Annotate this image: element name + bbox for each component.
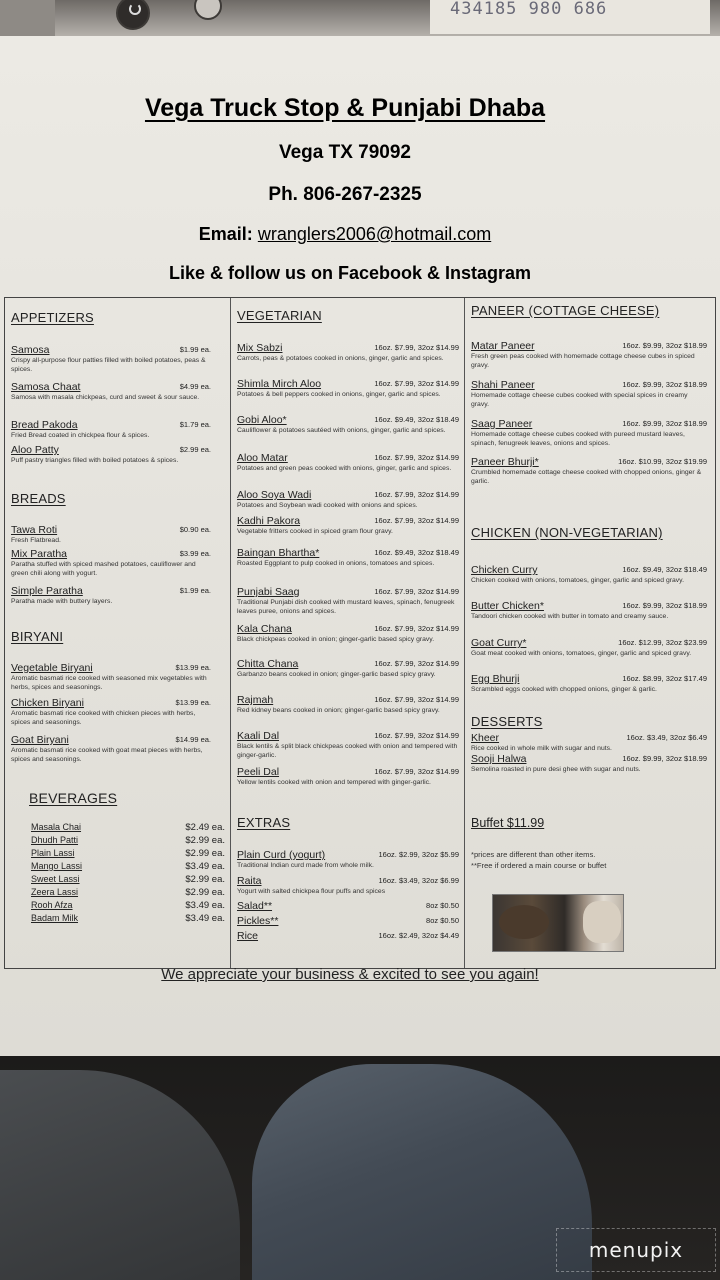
menu-item-name: Mix Sabzi [237,342,283,354]
food-photo [492,894,624,952]
beverage-item [31,887,225,897]
menu-item [237,658,459,680]
menu-item-price: 8oz $0.50 [426,916,459,925]
menu-item-description: Tandoori chicken cooked with butter in tomato and creamy sauce. [471,613,669,620]
menu-item-name: Chicken Biryani [11,697,84,709]
section-heading: VEGETARIAN [237,308,322,323]
menu-item-name: Goat Curry* [471,637,527,649]
beverage-price: $2.99 ea. [185,887,225,898]
menu-item [471,600,707,622]
section-heading: DESSERTS [471,714,543,729]
menu-item-name: Vegetable Biryani [11,662,93,674]
section-heading: APPETIZERS [11,310,94,325]
beverage-item [31,913,225,923]
menu-item [471,753,707,775]
menu-item [237,515,459,537]
menu-item-description: Traditional Indian curd made from whole milk. [237,862,374,869]
power-icon [116,0,150,30]
section-heading: BREADS [11,491,66,506]
menu-item-price: 16oz. $7.99, 32oz $14.99 [374,379,459,388]
menu-item-price: 16oz. $9.99, 32oz $18.99 [622,601,707,610]
menu-item-price: $0.90 ea. [179,525,211,534]
menu-item-description: Fresh green peas cooked with homemade cottage cheese cubes in spiced gravy. [471,353,695,369]
menu-item-price: 16oz. $2.99, 32oz $5.99 [378,850,459,859]
menu-item-name: Samosa Chaat [11,381,81,393]
menu-item-price: 16oz. $7.99, 32oz $14.99 [374,516,459,525]
beverage-item [31,835,225,845]
menu-item [237,849,459,871]
menu-item [471,379,707,409]
menu-item [237,730,459,760]
menu-item-price: $14.99 ea. [175,735,211,744]
menu-item [237,694,459,716]
restaurant-email [0,224,690,245]
menu-item-name: Rice [237,930,259,942]
menu-item-price: 16oz. $9.49, 32oz $18.49 [374,415,459,424]
menu-item-description: Homemade cottage cheese cubes cooked with special spices in creamy gravy. [471,392,688,408]
footer-message: We appreciate your business & excited to see you again! [161,966,539,983]
menu-item-price: 16oz. $9.99, 32oz $18.99 [622,419,707,428]
beverage-price: $2.99 ea. [185,848,225,859]
menu-item-price: 16oz. $7.99, 32oz $14.99 [374,731,459,740]
menu-item-description: Semolina roasted in pure desi ghee with sugar and nuts. [471,766,641,773]
beverage-name: Mango Lassi [31,861,83,871]
beverage-name: Dhudh Patti [31,835,79,845]
menu-item-description: Roasted Eggplant to pulp cooked in onions, tomatoes and spices. [237,560,435,567]
menu-item-name: Matar Paneer [471,340,535,352]
background-object [0,0,55,38]
section-heading: BIRYANI [11,629,64,644]
beverage-name: Zeera Lassi [31,887,79,897]
menu-item-description: Carrots, peas & potatoes cooked in onions, ginger, garlic and spices. [237,355,444,362]
menu-item-price: 16oz. $8.99, 32oz $17.49 [622,674,707,683]
menu-item [11,697,211,727]
menu-item-price: 16oz. $7.99, 32oz $14.99 [374,695,459,704]
menu-item-price: 16oz. $7.99, 32oz $14.99 [374,453,459,462]
menu-item-description: Aromatic basmati rice cooked with seasoned mix vegetables with herbs, spices and seasonings. [11,675,207,691]
restaurant-title: Vega Truck Stop & Punjabi Dhaba [144,94,546,122]
menu-item [237,452,459,474]
menu-item-description: Garbanzo beans cooked in onion; ginger-garlic based spicy gravy. [237,671,436,678]
menu-item [11,548,211,578]
menu-item-name: Peeli Dal [237,766,280,778]
menu-item-price: 16oz. $3.49, 32oz $6.99 [378,876,459,885]
menu-item-name: Chicken Curry [471,564,538,576]
menu-item-description: Homemade cottage cheese cubes cooked with pureed mustard leaves, spinach, fenugreek leaves, onions and spices. [471,431,685,447]
menu-item-price: 8oz $0.50 [426,901,459,910]
menu-item-name: Bread Pakoda [11,419,78,431]
handwritten-note: 434185 980 686 [430,0,710,34]
section-heading: CHICKEN (NON-VEGETARIAN) [471,525,663,540]
menu-item-description: Potatoes and Soybean wadi cooked with onions and spices. [237,502,418,509]
menu-item [237,875,459,897]
menu-item-description: Puff pastry triangles filled with boiled potatoes & spices. [11,457,179,464]
restaurant-city: Vega TX 79092 [278,142,412,163]
menu-item-price: 16oz. $7.99, 32oz $14.99 [374,624,459,633]
menu-item-name: Shahi Paneer [471,379,535,391]
menu-item-price: $4.99 ea. [179,382,211,391]
menu-item [471,340,707,370]
menu-item [237,623,459,645]
menu-item [11,444,211,466]
menu-item-name: Butter Chicken* [471,600,544,612]
menu-column-right [465,298,715,968]
menu-item [11,662,211,692]
beverage-item [31,900,225,910]
menu-item [11,344,211,374]
menu-item-name: Egg Bhurji [471,673,520,685]
menu-item-description: Cauliflower & potatoes sautéed with onions, ginger, garlic and spices. [237,427,446,434]
menu-item [237,930,459,942]
menu-item-name: Goat Biryani [11,734,69,746]
beverage-price: $3.49 ea. [185,913,225,924]
menu-item-name: Gobi Aloo* [237,414,287,426]
menu-item-price: 16oz. $10.99, 32oz $19.99 [618,457,707,466]
menu-item-description: Goat meat cooked with onions, tomatoes, ginger, garlic and spiced gravy. [471,650,692,657]
beverage-price: $2.99 ea. [185,874,225,885]
menu-item-price: 16oz. $9.99, 32oz $18.99 [622,380,707,389]
menu-item-description: Black lentils & split black chickpeas cooked with onion and tempered with ginger-garlic. [237,743,458,759]
menu-item [11,734,211,764]
menu-item-price: 16oz. $12.99, 32oz $23.99 [618,638,707,647]
beverage-item [31,848,225,858]
menu-item [237,586,459,616]
note-line-2: **Free if ordered a main course or buffet [471,861,607,870]
menu-item-price: $2.99 ea. [179,445,211,454]
social-line: Like & follow us on Facebook & Instagram [168,263,532,283]
menu-item-name: Aloo Matar [237,452,288,464]
beverage-price: $2.99 ea. [185,835,225,846]
menu-item-description: Yogurt with salted chickpea flour puffs and spices [237,888,386,895]
menu-column-left [5,298,231,968]
menu-item [471,418,707,448]
menu-item [11,585,211,607]
menu-item-price: 16oz. $7.99, 32oz $14.99 [374,343,459,352]
menu-item-description: Aromatic basmati rice cooked with goat meat pieces with herbs, spices and seasonings. [11,747,203,763]
menu-item-price: $3.99 ea. [179,549,211,558]
menu-item-description: Traditional Punjabi dish cooked with mustard leaves, spinach, fenugreek leaves puree, onions and spices. [237,599,455,615]
watermark-logo: menupix [556,1228,716,1272]
menu-item [471,673,707,695]
menu-item [471,732,707,754]
menu-item-price: $13.99 ea. [175,698,211,707]
menu-item-name: Shimla Mirch Aloo [237,378,322,390]
menu-item-price: $1.99 ea. [179,345,211,354]
menu-paper [0,36,720,1056]
menu-item-description: Samosa with masala chickpeas, curd and sweet & sour sauce. [11,394,200,401]
menu-item [471,637,707,659]
beverage-name: Sweet Lassi [31,874,80,884]
beverage-price: $2.49 ea. [185,822,225,833]
menu-item [237,342,459,364]
menu-item-price: 16oz. $9.99, 32oz $18.99 [622,754,707,763]
beverage-item [31,822,225,832]
menu-item-name: Kala Chana [237,623,292,635]
menu-item-description: Chicken cooked with onions, tomatoes, ginger, garlic and spiced gravy. [471,577,684,584]
menu-item-price: 16oz. $7.99, 32oz $14.99 [374,587,459,596]
menu-item [11,524,211,546]
section-heading: BEVERAGES [29,790,118,806]
menu-column-middle [231,298,465,968]
menu-item-name: Mix Paratha [11,548,68,560]
menu-item [11,381,211,403]
menu-item [471,456,707,486]
beverage-price: $3.49 ea. [185,900,225,911]
menu-item-name: Kheer [471,732,500,744]
menu-item-name: Chitta Chana [237,658,299,670]
menu-item [237,915,459,927]
section-heading: PANEER (COTTAGE CHEESE) [471,303,660,318]
menu-item [237,766,459,788]
menu-item-description: Potatoes and green peas cooked with onions, ginger, garlic and spices. [237,465,452,472]
beverage-name: Badam Milk [31,913,79,923]
menu-item-price: 16oz. $9.49, 32oz $18.49 [622,565,707,574]
menu-item-description: Crispy all-purpose flour patties filled with boiled potatoes, peas & spices. [11,357,206,373]
menu-item [237,489,459,511]
menu-item-description: Crumbled homemade cottage cheese cooked with chopped onions, ginger & garlic. [471,469,702,485]
menu-item-name: Aloo Patty [11,444,59,456]
menu-item-description: Rice cooked in whole milk with sugar and nuts. [471,745,612,752]
menu-item-name: Paneer Bhurji* [471,456,539,468]
menu-item-name: Aloo Soya Wadi [237,489,312,501]
background-top-strip [0,0,720,40]
menu-item [237,378,459,400]
menu-item-price: $1.79 ea. [179,420,211,429]
note-line-1: *prices are different than other items. [471,850,596,859]
menu-item-price: 16oz. $9.99, 32oz $18.99 [622,341,707,350]
menu-item-name: Kaali Dal [237,730,280,742]
beverage-name: Masala Chai [31,822,82,832]
menu-item-name: Simple Paratha [11,585,83,597]
menu-item-name: Tawa Roti [11,524,58,536]
section-heading: EXTRAS [237,815,291,830]
menu-box [4,297,716,969]
menu-item-name: Plain Curd (yogurt) [237,849,326,861]
buffet-price: Buffet $11.99 [471,816,545,830]
menu-item-description: Aromatic basmati rice cooked with chicken pieces with herbs, spices and seasonings. [11,710,196,726]
menu-item-price: $1.99 ea. [179,586,211,595]
beverage-name: Rooh Afza [31,900,73,910]
knob-icon [194,0,222,20]
menu-item-description: Red kidney beans cooked in onion; ginger-garlic based spicy gravy. [237,707,440,714]
menu-item-description: Paratha made with buttery layers. [11,598,113,605]
menu-item-name: Pickles** [237,915,279,927]
menu-item-price: 16oz. $3.49, 32oz $6.49 [626,733,707,742]
menu-item-name: Sooji Halwa [471,753,527,765]
menu-item-price: $13.99 ea. [175,663,211,672]
menu-item-price: 16oz. $9.49, 32oz $18.49 [374,548,459,557]
menu-item-name: Raita [237,875,262,887]
beverage-price: $3.49 ea. [185,861,225,872]
food-photo-dish [499,905,549,939]
menu-item-description: Black chickpeas cooked in onion; ginger-garlic based spicy gravy. [237,636,435,643]
menu-item-description: Fresh Flatbread. [11,537,61,544]
menu-item-description: Potatoes & bell peppers cooked in onions, ginger, garlic and spices. [237,391,441,398]
menu-item-name: Saag Paneer [471,418,533,430]
menu-item-description: Scrambled eggs cooked with chopped onions, ginger & garlic. [471,686,657,693]
menu-item-name: Samosa [11,344,50,356]
menu-item-description: Vegetable fritters cooked in spiced gram flour gravy. [237,528,393,535]
food-photo-dish [583,901,621,943]
beverage-item [31,874,225,884]
menu-item-price: 16oz. $2.49, 32oz $4.49 [378,931,459,940]
menu-item-price: 16oz. $7.99, 32oz $14.99 [374,659,459,668]
menu-item-description: Fried Bread coated in chickpea flour & spices. [11,432,150,439]
menu-item-name: Salad** [237,900,273,912]
menu-item-price: 16oz. $7.99, 32oz $14.99 [374,490,459,499]
beverage-name: Plain Lassi [31,848,75,858]
menu-item-price: 16oz. $7.99, 32oz $14.99 [374,767,459,776]
menu-item-description: Paratha stuffed with spiced mashed potatoes, cauliflower and green chili along with yogurt. [11,561,196,577]
email-address: wranglers2006@hotmail.com [257,224,492,244]
menu-item [11,419,211,441]
email-label: Email: [198,224,253,244]
menu-item-name: Punjabi Saag [237,586,300,598]
menu-item [237,547,459,569]
menu-item-name: Kadhi Pakora [237,515,301,527]
restaurant-phone: Ph. 806-267-2325 [268,184,422,205]
menu-item [237,414,459,436]
menu-item [237,900,459,912]
menu-item-name: Rajmah [237,694,274,706]
menu-item-description: Yellow lentils cooked with onion and tempered with ginger-garlic. [237,779,431,786]
beverage-item [31,861,225,871]
menu-item-name: Baingan Bhartha* [237,547,320,559]
menu-item [471,564,707,586]
